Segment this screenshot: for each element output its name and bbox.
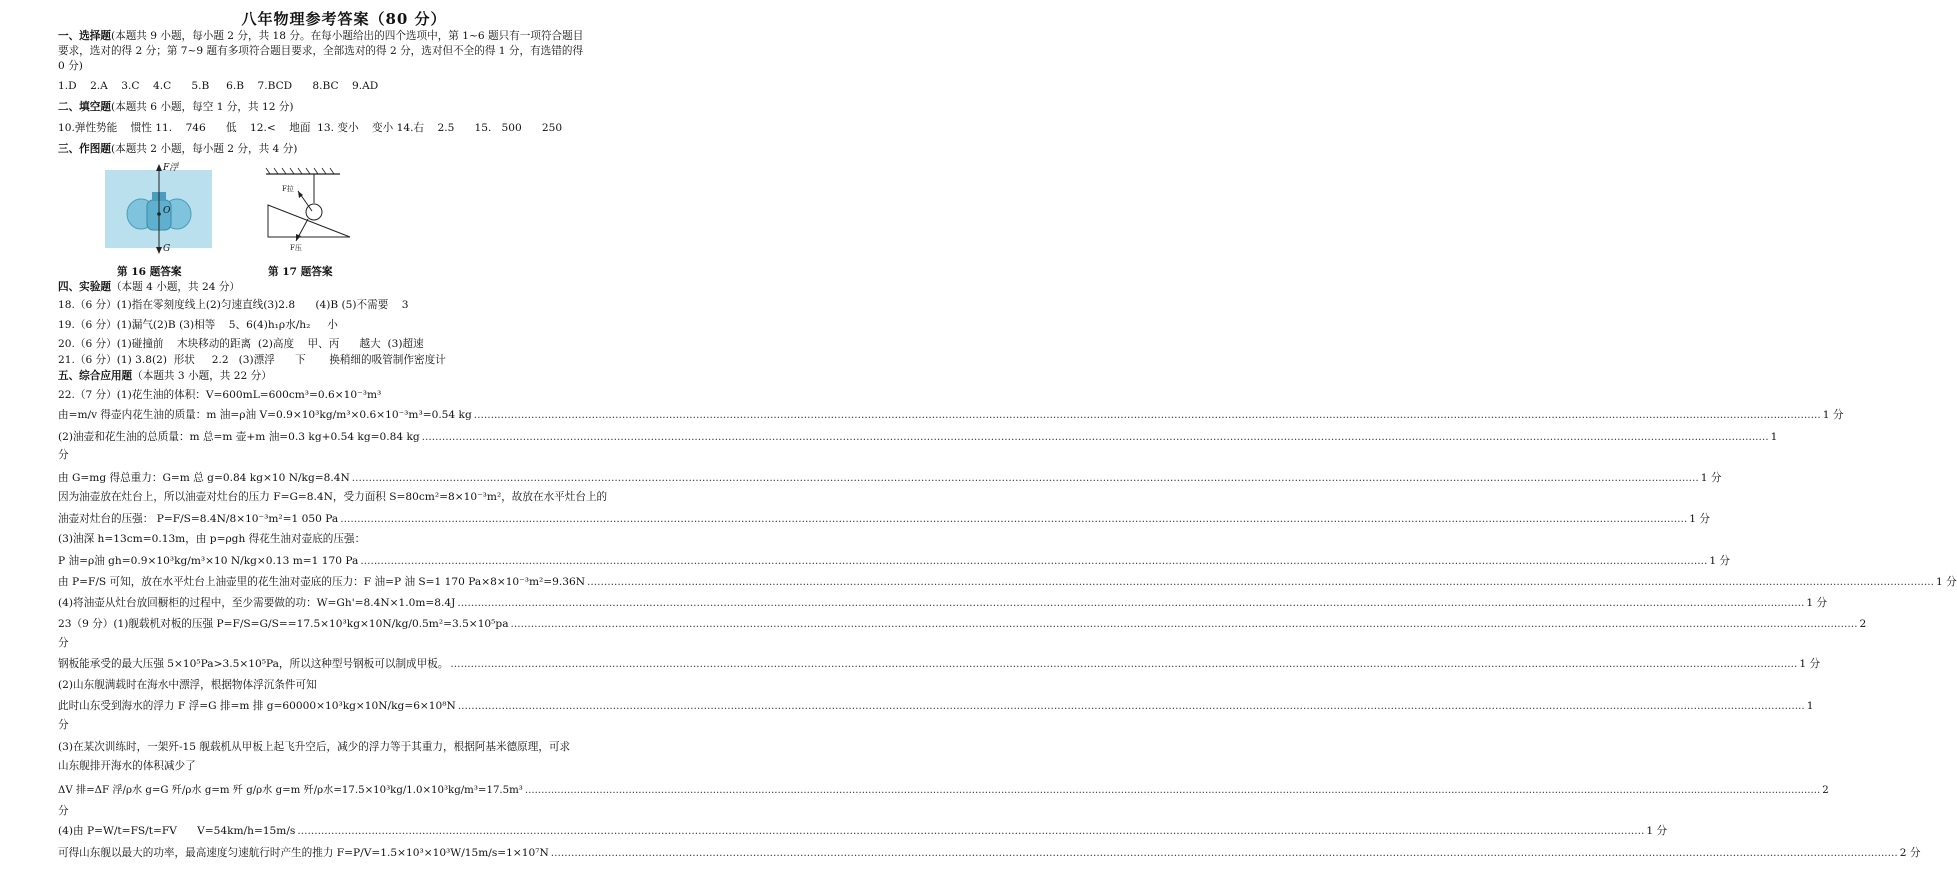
dot-leader: ................................................................................................................................................................................................................................................................................................................................................................................................................ (510, 618, 1858, 630)
buoyancy-arrowhead (156, 164, 162, 171)
gravity-arrowhead (156, 247, 162, 254)
q22-line3-text: (2)油壶和花生油的总质量：m 总=m 壶+m 油=0.3 kg+0.54 kg=0.84 kg (58, 431, 420, 443)
section4-heading: 四、实验题 (58, 281, 111, 293)
section1-answers: 1.D 2.A 3.C 4.C 5.B 6.B 7.BCD 8.BC 9.AD (58, 80, 379, 92)
q23-line5 (58, 700, 1814, 713)
q22-line1: 22.（7 分）(1)花生油的体积：V=600mL=600cm³=0.6×10⁻³m³ (58, 389, 382, 401)
buoyancy-label: F浮 (163, 163, 179, 173)
q23-line12-score: 2 分 (1899, 847, 1921, 859)
q22-line11 (58, 597, 1828, 610)
section2-note: (本题共 6 小题，每空 1 分，共 12 分) (110, 101, 294, 113)
q22-line7-text: 油壶对灶台的压强： P=F/S=8.4N/8×10⁻³m²=1 050 Pa (58, 513, 339, 525)
q23-line9-text: ΔV 排=ΔF 浮/ρ水 g=G 歼/ρ水 g=m 歼 g/ρ水 g=m 歼/ρ水=17.5×10³kg/1.0×10³kg/m³=17.5m³ (58, 785, 523, 796)
q22-line7-score: 1 分 (1689, 513, 1710, 525)
q22-line3-score: 1 (1770, 431, 1778, 443)
q23-line8: 山东舰排开海水的体积减少了 (58, 760, 196, 772)
q23-line7: (3)在某次训练时，一架歼-15 舰载机从甲板上起飞升空后，减少的浮力等于其重力，根据阿基米德原理，可求 (58, 741, 571, 753)
q22-line2 (58, 409, 1844, 422)
dot-leader: ................................................................................................................................................................................................................................................................................................................................................................................................................ (340, 513, 1688, 525)
answer-q20: 20.（6 分）(1)碰撞前 木块移动的距离 (2)高度 甲、丙 越大 (3)超速 (58, 338, 424, 350)
q22-line6: 因为油壶放在灶台上，所以油壶对灶台的压力 F=G=8.4N，受力面积 S=80cm²=8×10⁻³m²，故放在水平灶台上的 (58, 491, 608, 503)
answer-q21: 21.（6 分）(1) 3.8(2) 形状 2.2 (3)漂浮 下 换稍细的吸管制作密度计 (58, 354, 446, 366)
center-label: O (163, 206, 171, 216)
figure-17-caption: 第 17 题答案 (268, 266, 333, 278)
section2-line (58, 101, 666, 114)
dot-leader: ................................................................................................................................................................................................................................................................................................................................................................................................................ (450, 658, 1798, 670)
pressure-label: F压 (290, 244, 302, 252)
dot-leader: ................................................................................................................................................................................................................................................................................................................................................................................................................ (457, 597, 1805, 609)
ceiling-hatching (266, 168, 334, 174)
dot-leader: ................................................................................................................................................................................................................................................................................................................................................................................................................ (524, 785, 1821, 796)
q22-line4: 分 (58, 449, 69, 461)
q23-line12-text: 可得山东舰以最大的功率，最高速度匀速航行时产生的推力 F=P/V=1.5×10³×10³W/15m/s=1×10⁷N (58, 847, 549, 859)
dot-leader: ................................................................................................................................................................................................................................................................................................................................................................................................................ (421, 431, 1769, 443)
dot-leader: ................................................................................................................................................................................................................................................................................................................................................................................................................ (457, 700, 1805, 712)
dot-leader: ................................................................................................................................................................................................................................................................................................................................................................................................................ (550, 847, 1898, 859)
section1-note: (本题共 9 小题，每小题 2 分，共 18 分。在每小题给出的四个选项中，第 1~6 题只有一项符合题目 (110, 30, 584, 42)
q23-line1-score: 2 (1859, 618, 1867, 630)
q22-line11-score: 1 分 (1806, 597, 1828, 609)
q23-line6: 分 (58, 719, 69, 731)
q22-line10-text: 由 P=F/S 可知，放在水平灶台上油壶里的花生油对壶底的压力：F 油=P 油 S=1 170 Pa×8×10⁻³m²=9.36N (58, 576, 586, 588)
q22-line9 (58, 555, 1731, 568)
section5-heading: 五、综合应用题 (58, 370, 133, 382)
dot-leader: ................................................................................................................................................................................................................................................................................................................................................................................................................ (587, 576, 1935, 588)
q23-line1-text: 23（9 分）(1)舰载机对板的压强 P=F/S=G/S==17.5×10³kg×10N/kg/0.5m²=3.5×10⁵pa (58, 618, 509, 630)
section2-heading: 二、填空题 (58, 101, 111, 113)
answer-q19: 19.（6 分）(1)漏气(2)B (3)相等 5、6(4)h₁ρ水/h₂ 小 (58, 319, 338, 331)
section2-answers: 10.弹性势能 惯性 11. 746 低 12.< 地面 13. 变小 变小 14.右 2.5 15. 500 250 (58, 122, 563, 134)
q23-line11 (58, 825, 1668, 838)
q22-line5-text: 由 G=mg 得总重力：G=m 总 g=0.84 kg×10 N/kg=8.4N (58, 472, 350, 484)
q22-line9-text: P 油=ρ油 gh=0.9×10³kg/m³×10 N/kg×0.13 m=1 170 Pa (58, 555, 359, 567)
figure-16-drawing (105, 162, 212, 258)
page-title: 八年物理参考答案（80 分） (241, 10, 447, 28)
q22-line5-score: 1 分 (1700, 472, 1722, 484)
figure-17-drawing (262, 167, 354, 259)
section3-note: (本题共 2 小题，每小题 2 分，共 4 分) (110, 143, 298, 155)
q23-line9-score: 2 (1822, 785, 1829, 796)
q22-line9-score: 1 分 (1709, 555, 1731, 567)
center-point (157, 212, 161, 216)
q23-line10: 分 (58, 805, 69, 817)
section1-line3: 0 分) (58, 60, 83, 72)
section1-line2: 要求，选对的得 2 分；第 7~9 题有多项符合题目要求，全部选对的得 2 分，选对但不全的得 1 分，有选错的得 (58, 45, 584, 57)
support-label: F拉 (282, 185, 294, 193)
figure-16-caption: 第 16 题答案 (117, 266, 182, 278)
q23-line5-score: 1 (1806, 700, 1814, 712)
q23-line11-text: (4)由 P=W/t=FS/t=FV V=54km/h=15m/s (58, 825, 296, 837)
q22-line7 (58, 513, 1710, 526)
section4-note: （本题 4 小题，共 24 分） (110, 281, 241, 293)
section1-heading: 一、选择题 (58, 30, 111, 42)
section3-heading: 三、作图题 (58, 143, 111, 155)
q23-line12 (58, 847, 1921, 860)
q22-line2-score: 1 分 (1822, 409, 1844, 421)
dot-leader: ................................................................................................................................................................................................................................................................................................................................................................................................................ (360, 555, 1708, 567)
q23-line2: 分 (58, 637, 69, 649)
q23-line1 (58, 618, 1867, 631)
section5-line (58, 370, 666, 383)
gravity-label: G (163, 244, 171, 254)
q22-line3 (58, 431, 1778, 444)
q22-line10 (58, 576, 1957, 589)
q22-line5 (58, 472, 1722, 485)
q22-line10-score: 1 分 (1936, 576, 1957, 588)
answer-q18: 18.（6 分）(1)指在零刻度线上(2)匀速直线(3)2.8 (4)B (5)不需要 3 (58, 299, 409, 311)
q23-line3-score: 1 分 (1799, 658, 1821, 670)
q23-line3-text: 钢板能承受的最大压强 5×10⁵Pa>3.5×10⁵Pa，所以这种型号钢板可以制成甲板。 (58, 658, 449, 670)
dot-leader: ................................................................................................................................................................................................................................................................................................................................................................................................................ (297, 825, 1645, 837)
section5-note: （本题共 3 小题，共 22 分） (132, 370, 272, 382)
q22-line11-text: (4)将油壶从灶台放回橱柜的过程中，至少需要做的功：W=Gh'=8.4N×1.0m=8.4J (58, 597, 456, 609)
q23-line5-text: 此时山东受到海水的浮力 F 浮=G 排=m 排 g=60000×10³kg×10N/kg=6×10⁸N (58, 700, 456, 712)
q23-line3 (58, 658, 1821, 671)
section4-line (58, 281, 666, 294)
section1-line1 (58, 30, 666, 43)
q23-line4: (2)山东舰满载时在海水中漂浮，根据物体浮沉条件可知 (58, 679, 317, 691)
figure-17 (262, 167, 354, 259)
q23-line11-score: 1 分 (1646, 825, 1668, 837)
dot-leader: ................................................................................................................................................................................................................................................................................................................................................................................................................ (351, 472, 1699, 484)
section3-line (58, 143, 666, 156)
dot-leader: ................................................................................................................................................................................................................................................................................................................................................................................................................ (473, 409, 1821, 421)
q23-line9 (58, 784, 1829, 797)
q22-line8: (3)油深 h=13cm=0.13m，由 p=ρgh 得花生油对壶底的压强： (58, 533, 366, 545)
q22-line2-text: 由=m/v 得壶内花生油的质量：m 油=ρ油 V=0.9×10³kg/m³×0.6×10⁻³m³=0.54 kg (58, 409, 472, 421)
figure-16 (105, 162, 212, 258)
